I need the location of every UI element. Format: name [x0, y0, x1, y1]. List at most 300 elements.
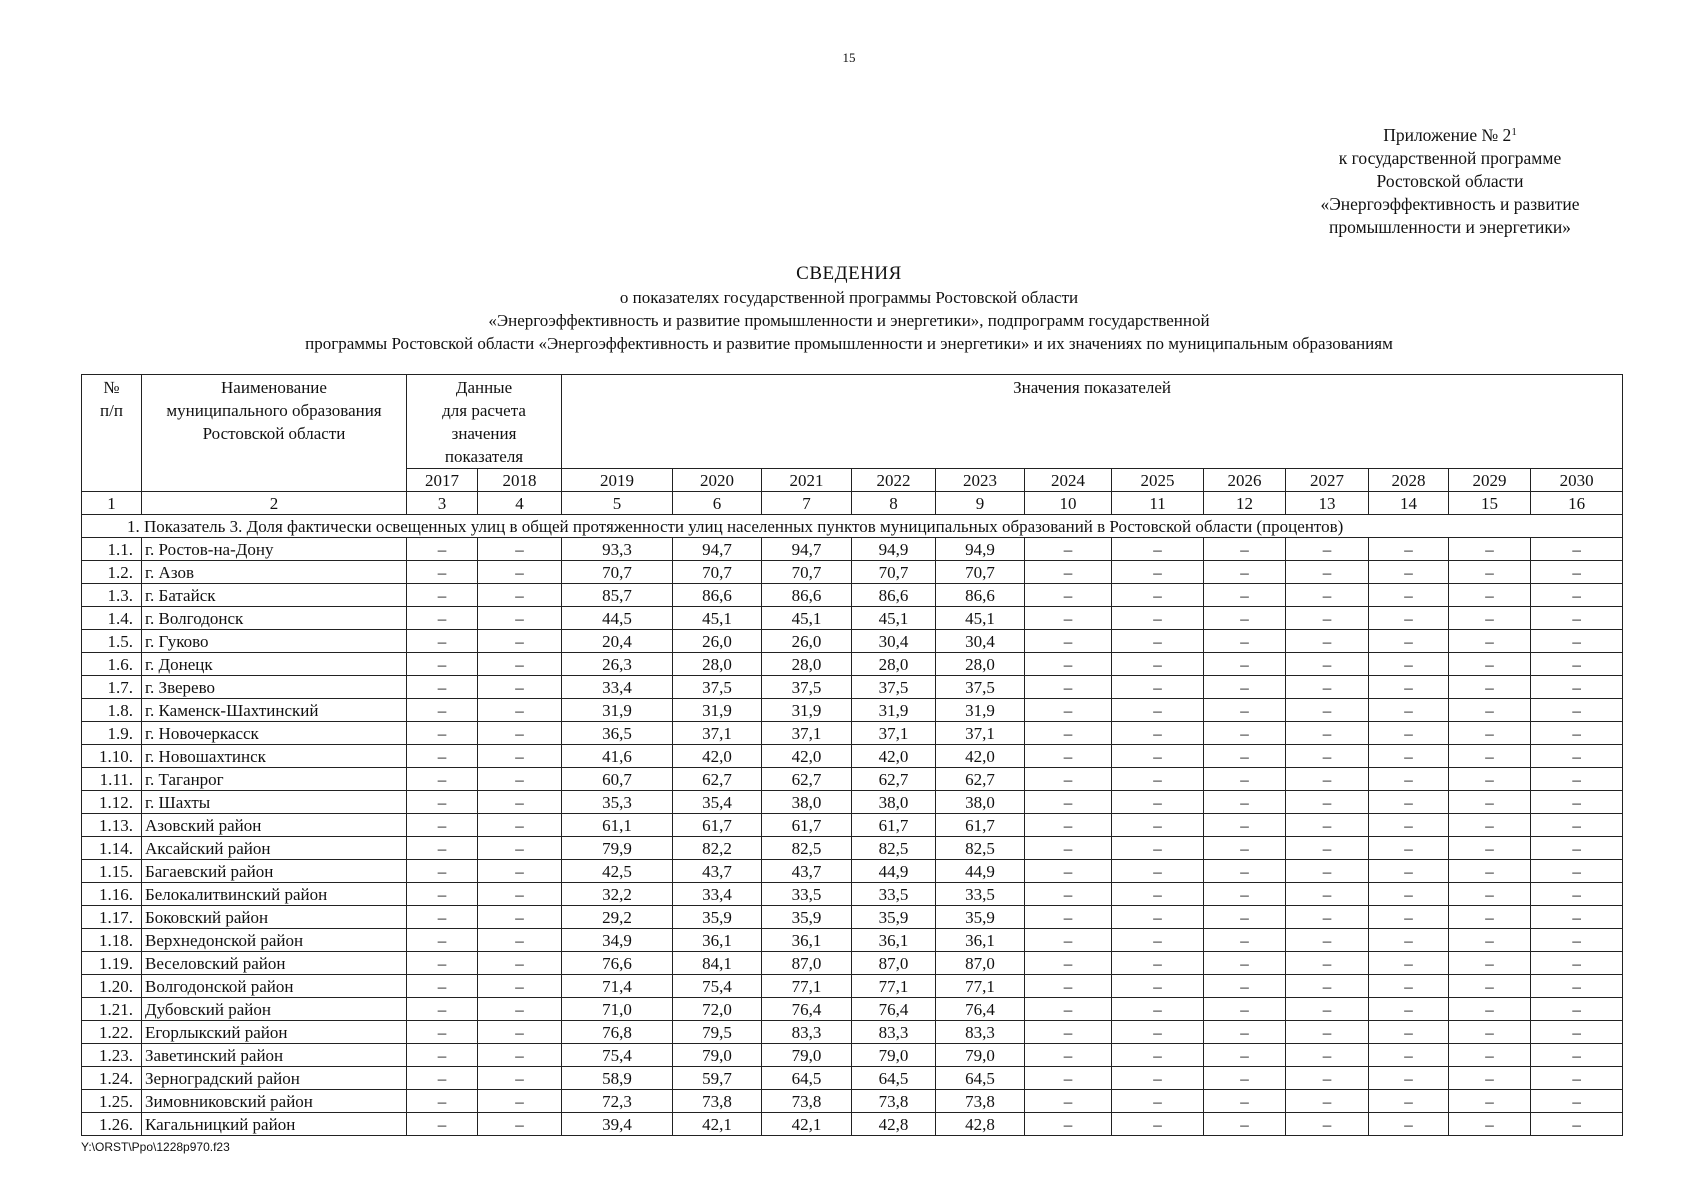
row-number: 1.21. [82, 998, 142, 1021]
value-cell: 44,9 [936, 860, 1025, 883]
future-value-cell: – [1286, 929, 1369, 952]
future-value-cell: – [1531, 607, 1623, 630]
future-value-cell: – [1286, 837, 1369, 860]
value-cell: 77,1 [762, 975, 852, 998]
value-cell: 76,6 [562, 952, 673, 975]
value-cell: 30,4 [936, 630, 1025, 653]
row-number: 1.13. [82, 814, 142, 837]
value-cell: 45,1 [936, 607, 1025, 630]
data-2017-cell: – [407, 538, 478, 561]
future-value-cell: – [1531, 699, 1623, 722]
future-value-cell: – [1449, 952, 1531, 975]
future-value-cell: – [1286, 653, 1369, 676]
heading-line-1: о показателях государственной программы Ростовской области [619, 288, 1079, 307]
future-value-cell: – [1286, 676, 1369, 699]
future-value-cell: – [1025, 814, 1112, 837]
column-number-cell: 12 [1204, 492, 1286, 515]
future-value-cell: – [1025, 676, 1112, 699]
header-row-labels [82, 375, 1623, 469]
value-cell: 61,7 [673, 814, 762, 837]
future-value-cell: – [1449, 1113, 1531, 1136]
future-value-cell: – [1531, 1067, 1623, 1090]
row-number: 1.17. [82, 906, 142, 929]
municipality-name: г. Каменск-Шахтинский [142, 699, 407, 722]
value-cell: 45,1 [852, 607, 936, 630]
year-header-2026: 2026 [1204, 469, 1286, 492]
table-row [82, 952, 1623, 975]
year-header-2024: 2024 [1025, 469, 1112, 492]
future-value-cell: – [1112, 1067, 1204, 1090]
data-2017-cell: – [407, 745, 478, 768]
data-2017-cell: – [407, 929, 478, 952]
future-value-cell: – [1112, 584, 1204, 607]
future-value-cell: – [1204, 883, 1286, 906]
value-cell: 35,9 [673, 906, 762, 929]
future-value-cell: – [1449, 768, 1531, 791]
value-cell: 77,1 [852, 975, 936, 998]
future-value-cell: – [1112, 630, 1204, 653]
municipality-name: Верхнедонской район [142, 929, 407, 952]
value-cell: 64,5 [936, 1067, 1025, 1090]
future-value-cell: – [1204, 1090, 1286, 1113]
future-value-cell: – [1286, 1067, 1369, 1090]
value-cell: 44,9 [852, 860, 936, 883]
value-cell: 31,9 [762, 699, 852, 722]
future-value-cell: – [1531, 768, 1623, 791]
column-number-cell: 10 [1025, 492, 1112, 515]
value-cell: 70,7 [673, 561, 762, 584]
value-cell: 35,4 [673, 791, 762, 814]
future-value-cell: – [1204, 745, 1286, 768]
column-number-cell: 3 [407, 492, 478, 515]
table-row [82, 975, 1623, 998]
future-value-cell: – [1025, 791, 1112, 814]
municipality-name: Зерноградский район [142, 1067, 407, 1090]
future-value-cell: – [1369, 676, 1449, 699]
future-value-cell: – [1204, 676, 1286, 699]
value-cell: 76,4 [762, 998, 852, 1021]
value-cell: 94,7 [762, 538, 852, 561]
future-value-cell: – [1112, 1090, 1204, 1113]
data-2018-cell: – [478, 745, 562, 768]
indicators-table [81, 374, 1623, 1136]
future-value-cell: – [1025, 837, 1112, 860]
value-cell: 86,6 [762, 584, 852, 607]
header-calc-data: Данные для расчета значения показателя [407, 375, 562, 469]
value-cell: 35,3 [562, 791, 673, 814]
table-row [82, 676, 1623, 699]
future-value-cell: – [1112, 998, 1204, 1021]
future-value-cell: – [1369, 745, 1449, 768]
column-number-cell: 11 [1112, 492, 1204, 515]
data-2018-cell: – [478, 538, 562, 561]
future-value-cell: – [1025, 607, 1112, 630]
data-2017-cell: – [407, 768, 478, 791]
header-num: № п/п [82, 375, 142, 492]
future-value-cell: – [1112, 1044, 1204, 1067]
future-value-cell: – [1449, 1067, 1531, 1090]
data-2018-cell: – [478, 1021, 562, 1044]
future-value-cell: – [1112, 837, 1204, 860]
future-value-cell: – [1112, 929, 1204, 952]
future-value-cell: – [1369, 1113, 1449, 1136]
value-cell: 28,0 [762, 653, 852, 676]
future-value-cell: – [1286, 745, 1369, 768]
future-value-cell: – [1286, 975, 1369, 998]
value-cell: 62,7 [936, 768, 1025, 791]
value-cell: 37,1 [852, 722, 936, 745]
value-cell: 38,0 [852, 791, 936, 814]
value-cell: 79,0 [936, 1044, 1025, 1067]
future-value-cell: – [1112, 699, 1204, 722]
year-header-2020: 2020 [673, 469, 762, 492]
future-value-cell: – [1204, 906, 1286, 929]
value-cell: 76,8 [562, 1021, 673, 1044]
data-2017-cell: – [407, 722, 478, 745]
municipality-name: Аксайский район [142, 837, 407, 860]
future-value-cell: – [1112, 906, 1204, 929]
value-cell: 70,7 [852, 561, 936, 584]
municipality-name: г. Волгодонск [142, 607, 407, 630]
future-value-cell: – [1449, 607, 1531, 630]
table-row [82, 768, 1623, 791]
future-value-cell: – [1531, 906, 1623, 929]
data-2017-cell: – [407, 676, 478, 699]
data-2017-cell: – [407, 814, 478, 837]
municipality-name: г. Азов [142, 561, 407, 584]
row-number: 1.16. [82, 883, 142, 906]
value-cell: 42,1 [762, 1113, 852, 1136]
appendix-line-3: Ростовской области [1376, 171, 1524, 191]
row-number: 1.8. [82, 699, 142, 722]
value-cell: 37,1 [762, 722, 852, 745]
future-value-cell: – [1531, 722, 1623, 745]
future-value-cell: – [1286, 952, 1369, 975]
table-row [82, 607, 1623, 630]
future-value-cell: – [1449, 1044, 1531, 1067]
value-cell: 26,0 [762, 630, 852, 653]
future-value-cell: – [1449, 906, 1531, 929]
future-value-cell: – [1369, 722, 1449, 745]
data-2018-cell: – [478, 1067, 562, 1090]
future-value-cell: – [1449, 998, 1531, 1021]
future-value-cell: – [1025, 538, 1112, 561]
value-cell: 28,0 [852, 653, 936, 676]
value-cell: 30,4 [852, 630, 936, 653]
data-2018-cell: – [478, 975, 562, 998]
value-cell: 71,0 [562, 998, 673, 1021]
future-value-cell: – [1531, 745, 1623, 768]
future-value-cell: – [1025, 630, 1112, 653]
future-value-cell: – [1204, 699, 1286, 722]
municipality-name: Зимовниковский район [142, 1090, 407, 1113]
row-number: 1.1. [82, 538, 142, 561]
future-value-cell: – [1531, 653, 1623, 676]
future-value-cell: – [1369, 607, 1449, 630]
municipality-name: г. Гуково [142, 630, 407, 653]
value-cell: 38,0 [762, 791, 852, 814]
value-cell: 62,7 [673, 768, 762, 791]
row-number: 1.4. [82, 607, 142, 630]
row-number: 1.24. [82, 1067, 142, 1090]
data-2018-cell: – [478, 883, 562, 906]
value-cell: 33,4 [562, 676, 673, 699]
data-2018-cell: – [478, 837, 562, 860]
value-cell: 62,7 [852, 768, 936, 791]
future-value-cell: – [1531, 860, 1623, 883]
header-values: Значения показателей [562, 375, 1623, 469]
heading-line-2: «Энергоэффективность и развитие промышленности и энергетики», подпрограмм государственной [488, 311, 1210, 330]
column-number-cell: 16 [1531, 492, 1623, 515]
column-number-cell: 2 [142, 492, 407, 515]
future-value-cell: – [1449, 1090, 1531, 1113]
data-2018-cell: – [478, 906, 562, 929]
value-cell: 64,5 [762, 1067, 852, 1090]
data-2018-cell: – [478, 860, 562, 883]
column-number-cell: 9 [936, 492, 1025, 515]
future-value-cell: – [1369, 814, 1449, 837]
future-value-cell: – [1286, 1090, 1369, 1113]
future-value-cell: – [1204, 653, 1286, 676]
future-value-cell: – [1286, 722, 1369, 745]
municipality-name: Кагальницкий район [142, 1113, 407, 1136]
value-cell: 76,4 [852, 998, 936, 1021]
future-value-cell: – [1449, 837, 1531, 860]
value-cell: 26,3 [562, 653, 673, 676]
future-value-cell: – [1204, 1044, 1286, 1067]
value-cell: 42,0 [762, 745, 852, 768]
value-cell: 42,8 [936, 1113, 1025, 1136]
column-number-cell: 13 [1286, 492, 1369, 515]
future-value-cell: – [1286, 768, 1369, 791]
future-value-cell: – [1369, 538, 1449, 561]
future-value-cell: – [1449, 653, 1531, 676]
data-2017-cell: – [407, 584, 478, 607]
table-row [82, 584, 1623, 607]
value-cell: 44,5 [562, 607, 673, 630]
value-cell: 37,5 [852, 676, 936, 699]
future-value-cell: – [1112, 1113, 1204, 1136]
future-value-cell: – [1449, 699, 1531, 722]
table-header [82, 375, 1623, 515]
appendix-line-1: Приложение № $2^1$ [1383, 125, 1517, 145]
column-number-cell: 8 [852, 492, 936, 515]
value-cell: 82,5 [762, 837, 852, 860]
future-value-cell: – [1449, 630, 1531, 653]
data-2018-cell: – [478, 676, 562, 699]
value-cell: 64,5 [852, 1067, 936, 1090]
column-number-cell: 4 [478, 492, 562, 515]
future-value-cell: – [1025, 1067, 1112, 1090]
year-header-2028: 2028 [1369, 469, 1449, 492]
future-value-cell: – [1204, 1067, 1286, 1090]
data-2018-cell: – [478, 1044, 562, 1067]
future-value-cell: – [1449, 975, 1531, 998]
future-value-cell: – [1369, 860, 1449, 883]
future-value-cell: – [1112, 745, 1204, 768]
future-value-cell: – [1369, 653, 1449, 676]
value-cell: 79,0 [673, 1044, 762, 1067]
value-cell: 83,3 [936, 1021, 1025, 1044]
document-title: СВЕДЕНИЯ [796, 263, 902, 284]
future-value-cell: – [1204, 975, 1286, 998]
future-value-cell: – [1025, 1090, 1112, 1113]
future-value-cell: – [1369, 1044, 1449, 1067]
future-value-cell: – [1112, 791, 1204, 814]
row-number: 1.3. [82, 584, 142, 607]
value-cell: 31,9 [936, 699, 1025, 722]
municipality-name: Белокалитвинский район [142, 883, 407, 906]
future-value-cell: – [1112, 975, 1204, 998]
row-number: 1.23. [82, 1044, 142, 1067]
future-value-cell: – [1286, 860, 1369, 883]
municipality-name: Волгодонской район [142, 975, 407, 998]
future-value-cell: – [1531, 814, 1623, 837]
future-value-cell: – [1369, 584, 1449, 607]
future-value-cell: – [1369, 1021, 1449, 1044]
value-cell: 86,6 [673, 584, 762, 607]
future-value-cell: – [1369, 906, 1449, 929]
future-value-cell: – [1449, 814, 1531, 837]
value-cell: 70,7 [562, 561, 673, 584]
future-value-cell: – [1286, 584, 1369, 607]
value-cell: 73,8 [852, 1090, 936, 1113]
future-value-cell: – [1112, 676, 1204, 699]
future-value-cell: – [1204, 538, 1286, 561]
future-value-cell: – [1449, 722, 1531, 745]
future-value-cell: – [1369, 929, 1449, 952]
future-value-cell: – [1531, 1021, 1623, 1044]
future-value-cell: – [1531, 1113, 1623, 1136]
value-cell: 37,1 [936, 722, 1025, 745]
future-value-cell: – [1204, 814, 1286, 837]
appendix-line-5: промышленности и энергетики» [1329, 217, 1571, 237]
value-cell: 70,7 [762, 561, 852, 584]
page-number: 15 [842, 50, 856, 65]
year-header-2017: 2017 [407, 469, 478, 492]
data-2018-cell: – [478, 952, 562, 975]
value-cell: 33,5 [762, 883, 852, 906]
row-number: 1.7. [82, 676, 142, 699]
future-value-cell: – [1204, 929, 1286, 952]
table-row [82, 883, 1623, 906]
value-cell: 41,6 [562, 745, 673, 768]
future-value-cell: – [1369, 1090, 1449, 1113]
municipality-name: Заветинский район [142, 1044, 407, 1067]
data-2017-cell: – [407, 1090, 478, 1113]
table-row [82, 538, 1623, 561]
municipality-name: г. Новошахтинск [142, 745, 407, 768]
table-row [82, 1090, 1623, 1113]
future-value-cell: – [1112, 814, 1204, 837]
future-value-cell: – [1531, 538, 1623, 561]
value-cell: 36,5 [562, 722, 673, 745]
future-value-cell: – [1025, 1021, 1112, 1044]
future-value-cell: – [1204, 768, 1286, 791]
future-value-cell: – [1369, 998, 1449, 1021]
future-value-cell: – [1369, 975, 1449, 998]
municipality-name: Веселовский район [142, 952, 407, 975]
year-header-2018: 2018 [478, 469, 562, 492]
year-header-2027: 2027 [1286, 469, 1369, 492]
value-cell: 36,1 [762, 929, 852, 952]
row-number: 1.20. [82, 975, 142, 998]
value-cell: 62,7 [762, 768, 852, 791]
value-cell: 36,1 [673, 929, 762, 952]
future-value-cell: – [1449, 1021, 1531, 1044]
future-value-cell: – [1449, 561, 1531, 584]
value-cell: 42,8 [852, 1113, 936, 1136]
value-cell: 31,9 [562, 699, 673, 722]
future-value-cell: – [1286, 883, 1369, 906]
column-number-cell: 1 [82, 492, 142, 515]
value-cell: 59,7 [673, 1067, 762, 1090]
value-cell: 82,2 [673, 837, 762, 860]
data-2018-cell: – [478, 722, 562, 745]
future-value-cell: – [1025, 883, 1112, 906]
value-cell: 94,7 [673, 538, 762, 561]
future-value-cell: – [1204, 791, 1286, 814]
future-value-cell: – [1531, 952, 1623, 975]
row-number: 1.26. [82, 1113, 142, 1136]
appendix-line-4: «Энергоэффективность и развитие [1320, 194, 1580, 214]
table-row [82, 1113, 1623, 1136]
future-value-cell: – [1112, 883, 1204, 906]
future-value-cell: – [1204, 998, 1286, 1021]
data-2018-cell: – [478, 929, 562, 952]
table-row [82, 745, 1623, 768]
future-value-cell: – [1449, 538, 1531, 561]
future-value-cell: – [1112, 952, 1204, 975]
value-cell: 87,0 [936, 952, 1025, 975]
value-cell: 35,9 [936, 906, 1025, 929]
row-number: 1.25. [82, 1090, 142, 1113]
column-number-cell: 15 [1449, 492, 1531, 515]
data-2018-cell: – [478, 607, 562, 630]
future-value-cell: – [1112, 1021, 1204, 1044]
value-cell: 37,5 [762, 676, 852, 699]
value-cell: 37,5 [673, 676, 762, 699]
appendix-superscript: 1 [1511, 126, 1517, 138]
value-cell: 33,5 [936, 883, 1025, 906]
table-row [82, 630, 1623, 653]
municipality-name: г. Шахты [142, 791, 407, 814]
value-cell: 70,7 [936, 561, 1025, 584]
future-value-cell: – [1286, 1044, 1369, 1067]
year-header-2019: 2019 [562, 469, 673, 492]
year-header-2025: 2025 [1112, 469, 1204, 492]
future-value-cell: – [1369, 952, 1449, 975]
data-2018-cell: – [478, 814, 562, 837]
future-value-cell: – [1025, 653, 1112, 676]
future-value-cell: – [1025, 1044, 1112, 1067]
year-header-2023: 2023 [936, 469, 1025, 492]
heading-line-3: программы Ростовской области «Энергоэффективность и развитие промышленности и энергетики» и их значениях по муниципальным образованиям [305, 334, 1393, 353]
future-value-cell: – [1286, 1113, 1369, 1136]
future-value-cell: – [1204, 837, 1286, 860]
future-value-cell: – [1531, 630, 1623, 653]
future-value-cell: – [1025, 745, 1112, 768]
value-cell: 34,9 [562, 929, 673, 952]
future-value-cell: – [1025, 699, 1112, 722]
future-value-cell: – [1369, 791, 1449, 814]
future-value-cell: – [1204, 1021, 1286, 1044]
future-value-cell: – [1286, 791, 1369, 814]
future-value-cell: – [1112, 653, 1204, 676]
future-value-cell: – [1449, 791, 1531, 814]
value-cell: 83,3 [852, 1021, 936, 1044]
future-value-cell: – [1449, 883, 1531, 906]
